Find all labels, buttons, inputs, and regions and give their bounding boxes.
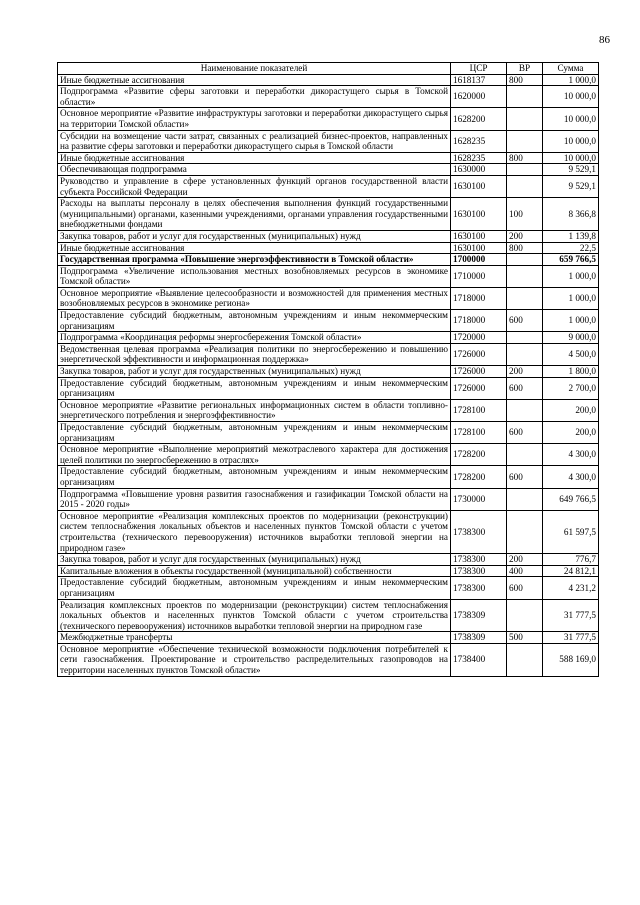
table-row (58, 399, 599, 421)
table-row (58, 152, 599, 164)
cell-sum: 10 000,0 (543, 130, 599, 152)
cell-vr: 500 (507, 632, 543, 644)
cell-name: Ведомственная целевая программа «Реализация политики по энергосбережению и повышению энергетической эффективности и информационная поддержка» (58, 343, 451, 365)
cell-sum: 22,5 (543, 242, 599, 254)
cell-vr (507, 175, 543, 197)
cell-vr: 600 (507, 577, 543, 599)
cell-name: Основное мероприятие «Реализация комплексных проектов по модернизации (реконструкции) систем теплоснабжения локальных объектов и населенных пунктов Томской области с учетом строительства (технического перевооружения) источников выработки тепловой энергии на природном газе» (58, 510, 451, 553)
cell-csr: 1630100 (451, 198, 507, 231)
cell-sum: 588 169,0 (543, 643, 599, 676)
cell-csr: 1738309 (451, 599, 507, 632)
cell-name: Руководство и управление в сфере установленных функций органов государственной власти субъекта Российской Федерации (58, 175, 451, 197)
cell-vr (507, 130, 543, 152)
cell-csr: 1728200 (451, 466, 507, 488)
cell-csr: 1700000 (451, 254, 507, 266)
cell-vr (507, 488, 543, 510)
cell-name: Расходы на выплаты персоналу в целях обеспечения выполнения функций государственными (муниципальными) органами, казенными учреждениями, органами управления государственными внебюджетными фондами (58, 198, 451, 231)
cell-csr: 1718000 (451, 310, 507, 332)
cell-vr: 200 (507, 366, 543, 378)
cell-sum: 4 231,2 (543, 577, 599, 599)
table-row (58, 488, 599, 510)
cell-name: Закупка товаров, работ и услуг для государственных (муниципальных) нужд (58, 366, 451, 378)
header-sum: Сумма (543, 63, 599, 75)
cell-sum: 4 300,0 (543, 466, 599, 488)
cell-vr (507, 164, 543, 176)
page-number: 86 (599, 34, 610, 46)
cell-vr: 600 (507, 466, 543, 488)
cell-name: Закупка товаров, работ и услуг для государственных (муниципальных) нужд (58, 230, 451, 242)
budget-table (57, 62, 599, 677)
cell-sum: 1 000,0 (543, 287, 599, 309)
cell-vr (507, 254, 543, 266)
cell-sum: 2 700,0 (543, 377, 599, 399)
cell-csr: 1630100 (451, 175, 507, 197)
cell-name: Предоставление субсидий бюджетным, автономным учреждениям и иным некоммерческим организациям (58, 466, 451, 488)
cell-sum: 4 500,0 (543, 343, 599, 365)
cell-name: Обеспечивающая подпрограмма (58, 164, 451, 176)
cell-csr: 1630000 (451, 164, 507, 176)
cell-sum: 649 766,5 (543, 488, 599, 510)
cell-sum: 1 800,0 (543, 366, 599, 378)
table-row (58, 86, 599, 108)
cell-csr: 1618137 (451, 74, 507, 86)
cell-name: Закупка товаров, работ и услуг для государственных (муниципальных) нужд (58, 554, 451, 566)
table-row (58, 242, 599, 254)
cell-name: Основное мероприятие «Развитие региональных информационных систем в области топливно-энергетического потребления и энергоэффективности» (58, 399, 451, 421)
cell-vr: 800 (507, 152, 543, 164)
cell-sum: 4 300,0 (543, 444, 599, 466)
cell-csr: 1630100 (451, 230, 507, 242)
cell-name: Подпрограмма «Повышение уровня развития газоснабжения и газификации Томской области на 2015 - 2020 годы» (58, 488, 451, 510)
table-row (58, 422, 599, 444)
header-vr: ВР (507, 63, 543, 75)
table-row (58, 632, 599, 644)
cell-name: Капитальные вложения в объекты государственной (муниципальной) собственности (58, 565, 451, 577)
table-row (58, 444, 599, 466)
cell-sum: 24 812,1 (543, 565, 599, 577)
cell-csr: 1720000 (451, 332, 507, 344)
table-row (58, 108, 599, 130)
cell-name: Предоставление субсидий бюджетным, автономным учреждениям и иным некоммерческим организациям (58, 377, 451, 399)
cell-vr: 200 (507, 230, 543, 242)
table-row (58, 198, 599, 231)
cell-sum: 1 139,8 (543, 230, 599, 242)
table-row (58, 343, 599, 365)
cell-name: Межбюджетные трансферты (58, 632, 451, 644)
table-header-row (58, 63, 599, 75)
header-csr: ЦСР (451, 63, 507, 75)
table-row (58, 265, 599, 287)
cell-csr: 1738300 (451, 510, 507, 553)
cell-vr: 100 (507, 198, 543, 231)
cell-name: Основное мероприятие «Развитие инфраструктуры заготовки и переработки дикорастущего сырья на территории Томской области» (58, 108, 451, 130)
cell-csr: 1728100 (451, 399, 507, 421)
cell-csr: 1738300 (451, 565, 507, 577)
table-row (58, 310, 599, 332)
cell-vr (507, 287, 543, 309)
cell-name: Подпрограмма «Развитие сферы заготовки и переработки дикорастущего сырья в Томской области» (58, 86, 451, 108)
table-row (58, 130, 599, 152)
cell-sum: 776,7 (543, 554, 599, 566)
cell-sum: 31 777,5 (543, 632, 599, 644)
cell-sum: 9 529,1 (543, 175, 599, 197)
cell-sum: 200,0 (543, 399, 599, 421)
cell-vr: 600 (507, 377, 543, 399)
cell-name: Иные бюджетные ассигнования (58, 242, 451, 254)
cell-csr: 1738300 (451, 577, 507, 599)
cell-name: Предоставление субсидий бюджетным, автономным учреждениям и иным некоммерческим организациям (58, 310, 451, 332)
cell-csr: 1628235 (451, 130, 507, 152)
cell-sum: 10 000,0 (543, 152, 599, 164)
table-row (58, 510, 599, 553)
cell-name: Подпрограмма «Увеличение использования местных возобновляемых ресурсов в экономике Томской области» (58, 265, 451, 287)
cell-csr: 1620000 (451, 86, 507, 108)
cell-vr (507, 332, 543, 344)
table-row (58, 565, 599, 577)
table-row (58, 577, 599, 599)
cell-csr: 1730000 (451, 488, 507, 510)
cell-vr: 800 (507, 74, 543, 86)
cell-name: Предоставление субсидий бюджетным, автономным учреждениям и иным некоммерческим организациям (58, 577, 451, 599)
cell-vr: 400 (507, 565, 543, 577)
cell-csr: 1738400 (451, 643, 507, 676)
table-row (58, 230, 599, 242)
cell-name: Реализация комплексных проектов по модернизации (реконструкции) систем теплоснабжения локальных объектов и населенных пунктов Томской области с учетом строительства (технического перевооружения) источников выработки тепловой энергии на природном газе (58, 599, 451, 632)
cell-sum: 1 000,0 (543, 265, 599, 287)
cell-sum: 200,0 (543, 422, 599, 444)
cell-csr: 1726000 (451, 366, 507, 378)
cell-sum: 8 366,8 (543, 198, 599, 231)
cell-sum: 1 000,0 (543, 74, 599, 86)
cell-name: Основное мероприятие «Выявление целесообразности и возможностей для применения местных возобновляемых ресурсов в экономике региона» (58, 287, 451, 309)
table-row (58, 164, 599, 176)
cell-csr: 1628200 (451, 108, 507, 130)
table-row (58, 332, 599, 344)
cell-sum: 10 000,0 (543, 108, 599, 130)
cell-name: Подпрограмма «Координация реформы энергосбережения Томской области» (58, 332, 451, 344)
cell-vr (507, 265, 543, 287)
cell-csr: 1726000 (451, 343, 507, 365)
cell-sum: 659 766,5 (543, 254, 599, 266)
cell-name: Государственная программа «Повышение энергоэффективности в Томской области» (58, 254, 451, 266)
cell-vr (507, 599, 543, 632)
cell-csr: 1728100 (451, 422, 507, 444)
table-row (58, 643, 599, 676)
cell-sum: 9 000,0 (543, 332, 599, 344)
cell-vr: 800 (507, 242, 543, 254)
table-body (58, 74, 599, 676)
table-row (58, 599, 599, 632)
table-row (58, 254, 599, 266)
cell-csr: 1710000 (451, 265, 507, 287)
cell-csr: 1738309 (451, 632, 507, 644)
cell-sum: 1 000,0 (543, 310, 599, 332)
cell-csr: 1628235 (451, 152, 507, 164)
cell-vr (507, 108, 543, 130)
header-name: Наименование показателей (58, 63, 451, 75)
table-row (58, 554, 599, 566)
cell-csr: 1728200 (451, 444, 507, 466)
cell-name: Основное мероприятие «Обеспечение технической возможности подключения потребителей к сети газоснабжения. Проектирование и строительство распределительных газопроводов на территории населенных пунктов Томской области» (58, 643, 451, 676)
table-row (58, 175, 599, 197)
cell-name: Субсидии на возмещение части затрат, связанных с реализацией бизнес-проектов, направленных на развитие сферы заготовки и переработки дикорастущего сырья в Томской области (58, 130, 451, 152)
cell-vr: 200 (507, 554, 543, 566)
cell-vr (507, 86, 543, 108)
cell-vr: 600 (507, 310, 543, 332)
cell-sum: 9 529,1 (543, 164, 599, 176)
cell-csr: 1718000 (451, 287, 507, 309)
cell-csr: 1726000 (451, 377, 507, 399)
cell-name: Иные бюджетные ассигнования (58, 152, 451, 164)
cell-vr: 600 (507, 422, 543, 444)
cell-name: Основное мероприятие «Выполнение мероприятий межотраслевого характера для достижения целей политики по энергосбережению в отраслях» (58, 444, 451, 466)
cell-sum: 31 777,5 (543, 599, 599, 632)
cell-name: Иные бюджетные ассигнования (58, 74, 451, 86)
cell-vr (507, 343, 543, 365)
table-row (58, 466, 599, 488)
cell-name: Предоставление субсидий бюджетным, автономным учреждениям и иным некоммерческим организациям (58, 422, 451, 444)
cell-csr: 1738300 (451, 554, 507, 566)
cell-vr (507, 444, 543, 466)
table-row (58, 366, 599, 378)
cell-vr (507, 643, 543, 676)
cell-csr: 1630100 (451, 242, 507, 254)
cell-sum: 10 000,0 (543, 86, 599, 108)
cell-sum: 61 597,5 (543, 510, 599, 553)
cell-vr (507, 510, 543, 553)
table-row (58, 377, 599, 399)
table-row (58, 74, 599, 86)
table-row (58, 287, 599, 309)
cell-vr (507, 399, 543, 421)
